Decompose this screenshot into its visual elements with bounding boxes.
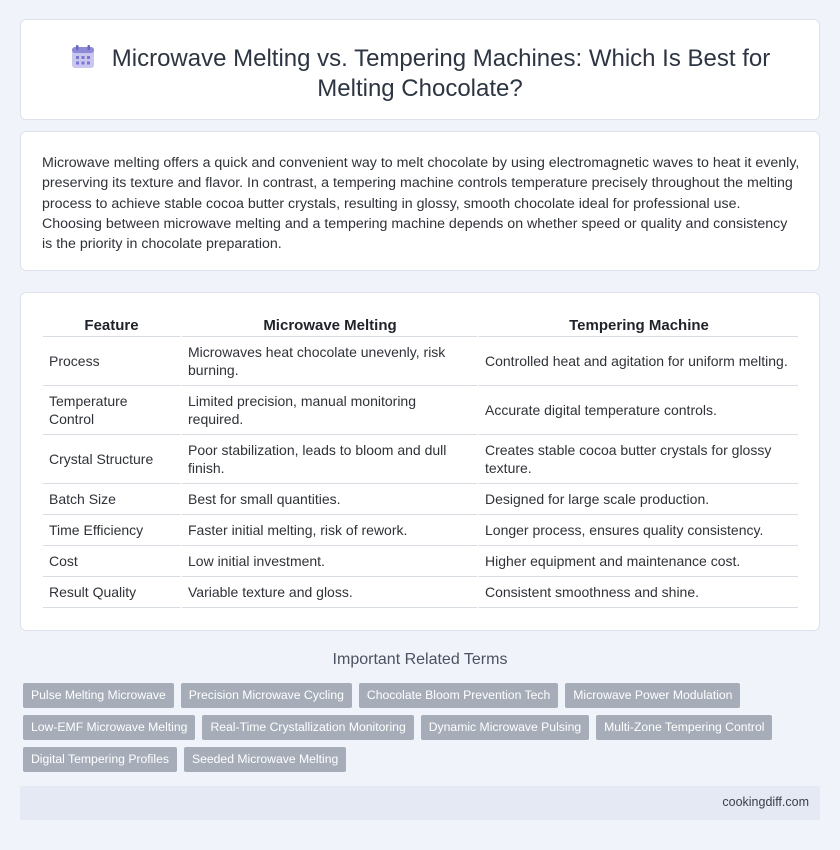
- related-terms-heading: Important Related Terms: [332, 651, 508, 668]
- tempering-cell: Consistent smoothness and shine.: [477, 577, 798, 608]
- microwave-cell: Variable texture and gloss.: [180, 577, 477, 608]
- microwave-cell: Best for small quantities.: [180, 484, 477, 515]
- table-row: [43, 546, 798, 577]
- intro-paragraph: Microwave melting offers a quick and convenient way to melt chocolate by using electromagnetic waves to heat it evenly, preserving its texture and flavor. In contrast, a tempering machine controls temperature precisely throughout the melting process to achieve stable cocoa butter crystals, resulting in glossy, smooth chocolate ideal for professional use. Choosing between microwave melting and a tempering machine depends on whether speed or quality and consistency is the priority in chocolate preparation.: [42, 155, 800, 253]
- term-tag[interactable]: Pulse Melting Microwave: [23, 683, 174, 708]
- table-row: [43, 435, 798, 484]
- feature-cell: Cost: [43, 546, 180, 577]
- tempering-cell: Higher equipment and maintenance cost.: [477, 546, 798, 577]
- tempering-cell: Designed for large scale production.: [477, 484, 798, 515]
- comparison-card: [20, 292, 820, 631]
- microwave-cell: Faster initial melting, risk of rework.: [180, 515, 477, 546]
- table-row: [43, 337, 798, 386]
- table-header-row: [43, 315, 798, 337]
- microwave-cell: Microwaves heat chocolate unevenly, risk burning.: [180, 337, 477, 386]
- header-feature: Feature: [43, 315, 180, 337]
- header-tempering: Tempering Machine: [477, 315, 798, 337]
- microwave-cell: Limited precision, manual monitoring required.: [180, 386, 477, 435]
- feature-cell: Temperature Control: [43, 386, 180, 435]
- table-row: [43, 515, 798, 546]
- term-tag[interactable]: Seeded Microwave Melting: [184, 747, 346, 772]
- title-card: [20, 19, 820, 120]
- tempering-cell: Controlled heat and agitation for uniform melting.: [477, 337, 798, 386]
- term-tag[interactable]: Real-Time Crystallization Monitoring: [202, 715, 413, 740]
- microwave-cell: Poor stabilization, leads to bloom and dull finish.: [180, 435, 477, 484]
- tempering-cell: Accurate digital temperature controls.: [477, 386, 798, 435]
- term-tag[interactable]: Low-EMF Microwave Melting: [23, 715, 195, 740]
- term-tag[interactable]: Microwave Power Modulation: [565, 683, 740, 708]
- feature-cell: Crystal Structure: [43, 435, 180, 484]
- term-tag[interactable]: Digital Tempering Profiles: [23, 747, 177, 772]
- header-microwave: Microwave Melting: [180, 315, 477, 337]
- related-terms-list: [23, 683, 813, 779]
- calendar-icon: [70, 44, 96, 70]
- table-row: [43, 386, 798, 435]
- feature-cell: Time Efficiency: [43, 515, 180, 546]
- table-row: [43, 577, 798, 608]
- page-title-row: [21, 44, 819, 104]
- term-tag[interactable]: Chocolate Bloom Prevention Tech: [359, 683, 558, 708]
- comparison-table: [43, 315, 798, 608]
- tempering-cell: Longer process, ensures quality consistency.: [477, 515, 798, 546]
- term-tag[interactable]: Dynamic Microwave Pulsing: [421, 715, 589, 740]
- tempering-cell: Creates stable cocoa butter crystals for glossy texture.: [477, 435, 798, 484]
- term-tag[interactable]: Precision Microwave Cycling: [181, 683, 352, 708]
- table-row: [43, 484, 798, 515]
- feature-cell: Result Quality: [43, 577, 180, 608]
- footer: [20, 786, 820, 820]
- footer-site[interactable]: cookingdiff.com: [722, 795, 809, 809]
- feature-cell: Process: [43, 337, 180, 386]
- term-tag[interactable]: Multi-Zone Tempering Control: [596, 715, 772, 740]
- feature-cell: Batch Size: [43, 484, 180, 515]
- intro-card: [20, 131, 820, 271]
- page-title: Microwave Melting vs. Tempering Machines: Which Is Best for Melting Chocolate?: [111, 45, 771, 102]
- microwave-cell: Low initial investment.: [180, 546, 477, 577]
